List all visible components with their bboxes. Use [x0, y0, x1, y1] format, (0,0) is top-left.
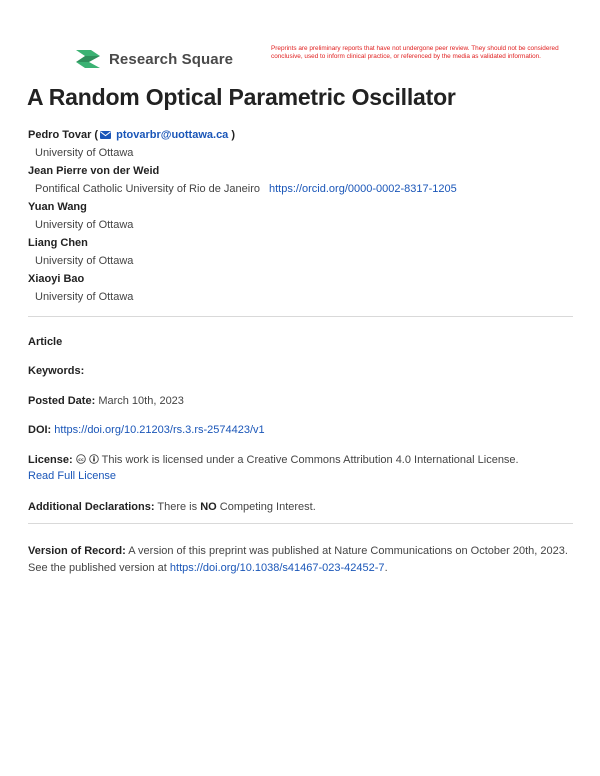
author-entry — [28, 234, 573, 270]
paper-title: A Random Optical Parametric Oscillator — [27, 84, 456, 110]
article-type-label: Article — [28, 336, 63, 348]
author-affiliation-text: Pontifical Catholic University of Rio de Janeiro — [35, 183, 260, 195]
svg-text:cc: cc — [77, 457, 84, 463]
keywords-label: Keywords: — [28, 365, 85, 377]
logo-word-square: Square — [181, 50, 234, 68]
cc-icon — [76, 454, 86, 464]
author-affiliation: University of Ottawa — [35, 291, 134, 303]
author-affiliation: University of Ottawa — [35, 219, 134, 231]
declarations-text-post: Competing Interest. — [219, 501, 316, 513]
author-name — [28, 126, 573, 144]
preprint-disclaimer: Preprints are preliminary reports that have not undergone peer review. They should not be considered conclusive, used to inform clinical practice, or referenced by the media as validated information. — [271, 45, 559, 60]
research-square-logo-icon — [75, 48, 101, 70]
author-name-text: Pedro Tovar — [28, 129, 92, 141]
author-name: Yuan Wang — [28, 201, 87, 213]
cc-by-icon — [89, 454, 99, 464]
orcid-link[interactable]: https://orcid.org/0000-0002-8317-1205 — [269, 183, 457, 195]
posted-date-label: Posted Date: — [28, 395, 96, 407]
doi — [28, 422, 573, 438]
email-close-paren: ) — [228, 129, 236, 141]
divider — [28, 316, 573, 317]
author-entry — [28, 270, 573, 306]
vor-link[interactable]: https://doi.org/10.1038/s41467-023-42452-7 — [169, 562, 385, 574]
license — [28, 452, 573, 484]
license-label: License: — [28, 454, 73, 466]
vor-label: Version of Record: — [28, 545, 126, 557]
declarations-no: NO — [200, 501, 217, 513]
author-affiliation — [28, 180, 573, 198]
author-email-link[interactable]: ptovarbr@uottawa.ca — [116, 129, 229, 141]
author-list — [28, 126, 573, 306]
logo-text — [109, 51, 233, 68]
keywords — [28, 363, 573, 379]
posted-date-value: March 10th, 2023 — [98, 395, 184, 407]
doi-label: DOI: — [28, 424, 52, 436]
author-affiliation: University of Ottawa — [35, 255, 134, 267]
author-entry — [28, 198, 573, 234]
author-name: Liang Chen — [28, 237, 88, 249]
read-full-license-link[interactable]: Read Full License — [28, 470, 117, 482]
author-entry — [28, 162, 573, 198]
author-name: Xiaoyi Bao — [28, 273, 85, 285]
declarations-text-pre: There is — [157, 501, 198, 513]
posted-date — [28, 393, 573, 409]
author-name: Jean Pierre von der Weid — [28, 165, 160, 177]
license-text: This work is licensed under a Creative Commons Attribution 4.0 International License. — [101, 454, 519, 466]
author-affiliation: University of Ottawa — [35, 147, 134, 159]
divider — [28, 523, 573, 524]
article-type — [28, 334, 573, 350]
doi-link[interactable]: https://doi.org/10.21203/rs.3.rs-2574423/v1 — [54, 424, 265, 436]
email-open-paren: ( — [91, 129, 99, 141]
vor-end: . — [384, 562, 388, 574]
logo-word-research: Research — [109, 50, 178, 68]
mail-icon — [100, 131, 111, 139]
research-square-logo[interactable] — [75, 48, 233, 70]
additional-declarations — [28, 499, 573, 515]
vor-text: A version of this preprint was published at Nature Communications on October 20th, 2023. See the published version at — [28, 545, 568, 574]
version-of-record — [28, 543, 573, 577]
author-entry — [28, 126, 573, 162]
declarations-label: Additional Declarations: — [28, 501, 155, 513]
